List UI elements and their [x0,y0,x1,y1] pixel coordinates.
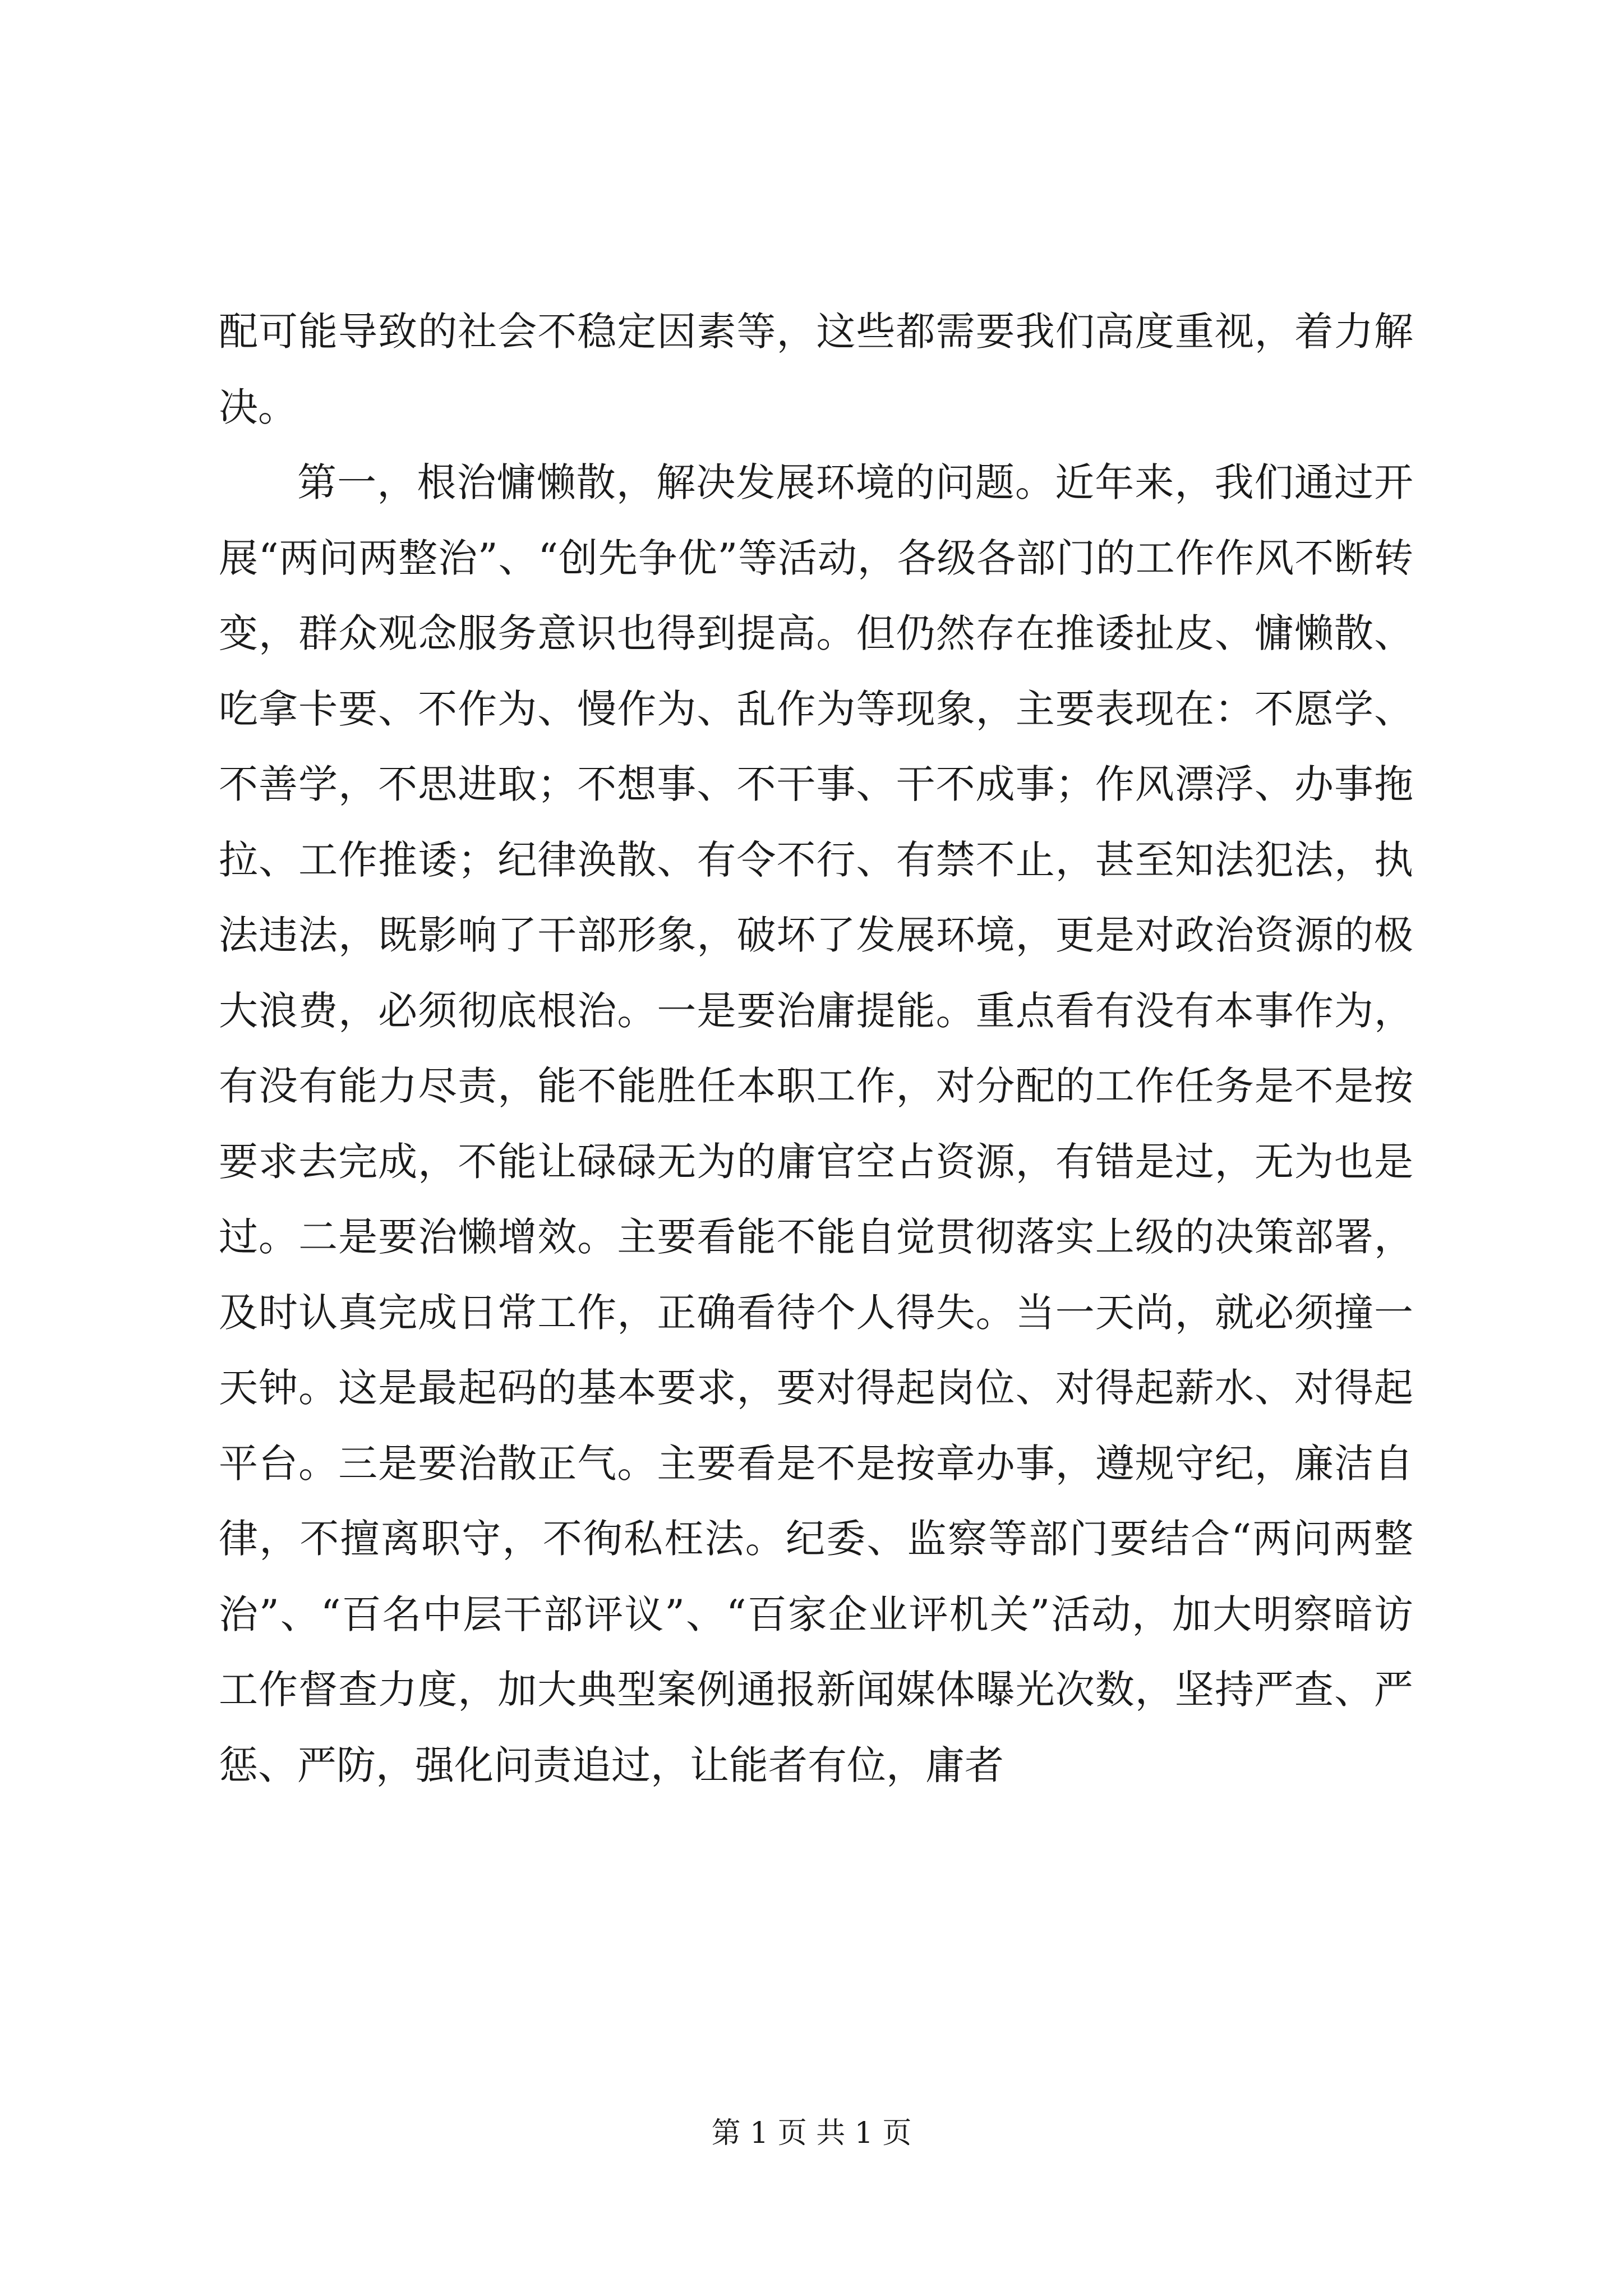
paragraph-continuation: 配可能导致的社会不稳定因素等，这些都需要我们高度重视，着力解决。 [219,309,1413,430]
paragraph-section-one: 第一，根治慵懒散，解决发展环境的问题。近年来，我们通过开展“两问两整治”、“创先争优”等活动，各级各部门的工作作风不断转变，群众观念服务意识也得到提高。但仍然存在推诿扯皮、慵懒散、吃拿卡要、不作为、慢作为、乱作为等现象，主要表现在：不愿学、不善学，不思进取；不想事、不干事、干不成事；作风漂浮、办事拖拉、工作推诿；纪律涣散、有令不行、有禁不止，甚至知法犯法，执法违法，既影响了干部形象，破坏了发展环境，更是对政治资源的极大浪费，必须彻底根治。一是要治庸提能。重点看有没有本事作为，有没有能力尽责，能不能胜任本职工作，对分配的工作任务是不是按要求去完成，不能让碌碌无为的庸官空占资源，有错是过，无为也是过。二是要治懒增效。主要看能不能自觉贯彻落实上级的决策部署，及时认真完成日常工作，正确看待个人得失。当一天尚，就必须撞一天钟。这是最起码的基本要求，要对得起岗位、对得起薪水、对得起平台。三是要治散正气。主要看是不是按章办事，遵规守纪，廉洁自律，不擅离职守，不徇私枉法。纪委、监察等部门要结合“两问两整治”、“百名中层干部评议”、“百家企业评机关”活动，加大明察暗访工作督查力度，加大典型案例通报新闻媒体曝光次数，坚持严查、严惩、严防，强化问责追过，让能者有位，庸者 [219,459,1413,1788]
page-footer: 第 1 页 共 1 页 [711,2116,912,2150]
document-body [219,294,1413,1803]
